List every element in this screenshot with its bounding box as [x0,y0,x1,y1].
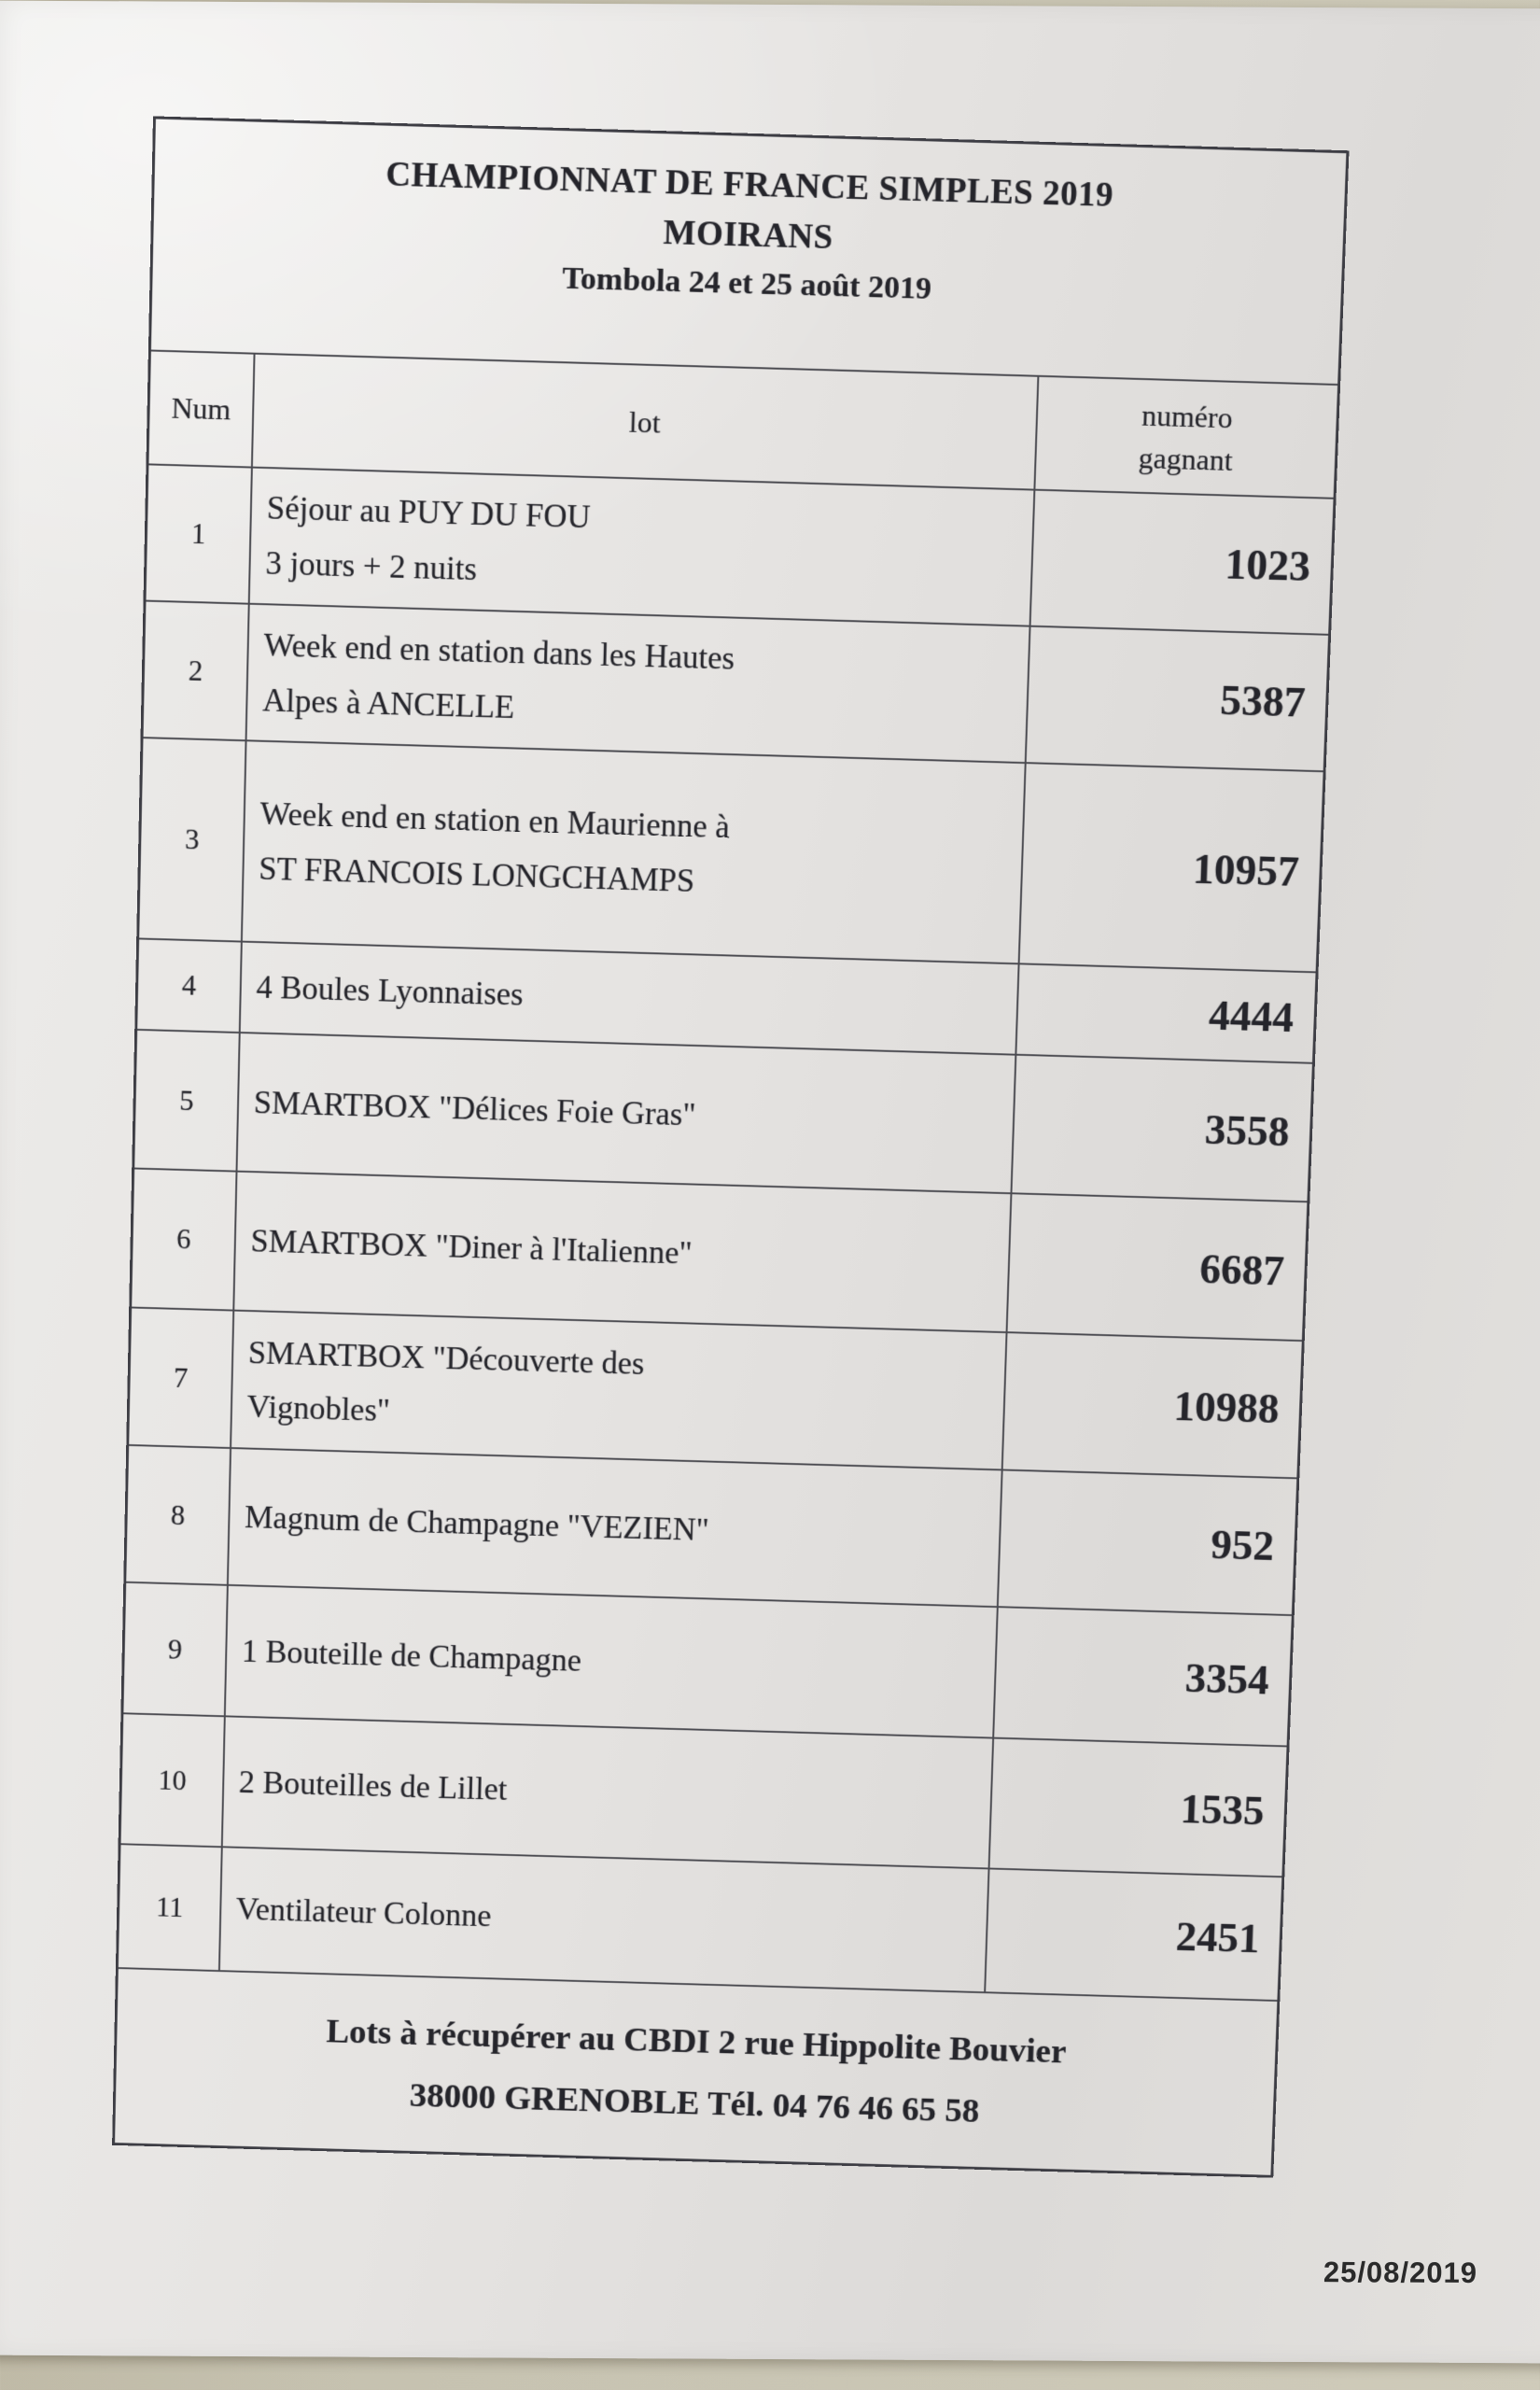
table-row [139,738,1323,973]
title-city: MOIRANS [663,214,834,258]
row-number: 1 [147,465,253,602]
lot-description: 1 Bouteille de Champagne [241,1633,582,1679]
tombola-results-table [112,116,1349,2177]
winning-number: 10988 [1172,1383,1281,1432]
lot-description: SMARTBOX "Découverte des Vignobles" [246,1334,645,1428]
date-stamp: 25/08/2019 [1323,2256,1478,2289]
title-tombola-dates: Tombola 24 et 25 août 2019 [562,260,932,306]
winning-number: 2451 [1175,1913,1261,1961]
winning-number: 10957 [1192,845,1300,895]
row-number: 4 [137,939,243,1032]
winning-number: 3558 [1203,1106,1291,1156]
lot-description: SMARTBOX "Diner à l'Italienne" [250,1223,693,1272]
col-header-winning-number: numéro gagnant [1138,398,1234,477]
row-number: 9 [123,1583,228,1716]
row-number: 2 [144,602,250,740]
lot-description: Ventilateur Colonne [235,1891,493,1933]
row-number: 3 [139,738,246,941]
row-number: 6 [132,1169,237,1309]
lot-description: Week end en station dans les Hautes Alpes à ANCELLE [261,626,735,725]
winning-number: 952 [1210,1521,1275,1569]
paper-sheet [0,1,1540,2364]
pickup-info-text: Lots à récupérer au CBDI 2 rue Hippolite Bouvier 38000 GRENOBLE Tél. 04 76 46 65 58 [326,2012,1068,2130]
pickup-info-block [115,1969,1277,2175]
title-championship: CHAMPIONNAT DE FRANCE SIMPLES 2019 [385,155,1114,215]
row-number: 8 [126,1446,231,1584]
lot-description: 4 Boules Lyonnaises [256,969,525,1013]
lot-description: Week end en station en Maurienne à ST FRANCOIS LONGCHAMPS [258,795,731,899]
winning-number: 6687 [1198,1244,1285,1294]
lot-description: 2 Bouteilles de Lillet [238,1764,508,1807]
row-number: 7 [129,1308,234,1447]
col-header-num: Num [148,351,255,466]
document-header [151,119,1346,385]
row-number: 11 [119,1845,223,1970]
winning-number: 4444 [1208,991,1295,1041]
row-number: 5 [134,1031,240,1171]
lot-description: Magnum de Champagne "VEZIEN" [244,1498,710,1548]
winning-number: 1023 [1224,540,1311,590]
row-number: 10 [121,1714,226,1846]
lot-description: SMARTBOX "Délices Foie Gras" [253,1084,697,1132]
winning-number: 1535 [1179,1786,1266,1835]
col-header-lot: lot [253,355,1039,489]
winning-number: 5387 [1219,676,1307,726]
lot-description: Séjour au PUY DU FOU 3 jours + 2 nuits [265,489,592,588]
winning-number: 3354 [1183,1654,1270,1704]
